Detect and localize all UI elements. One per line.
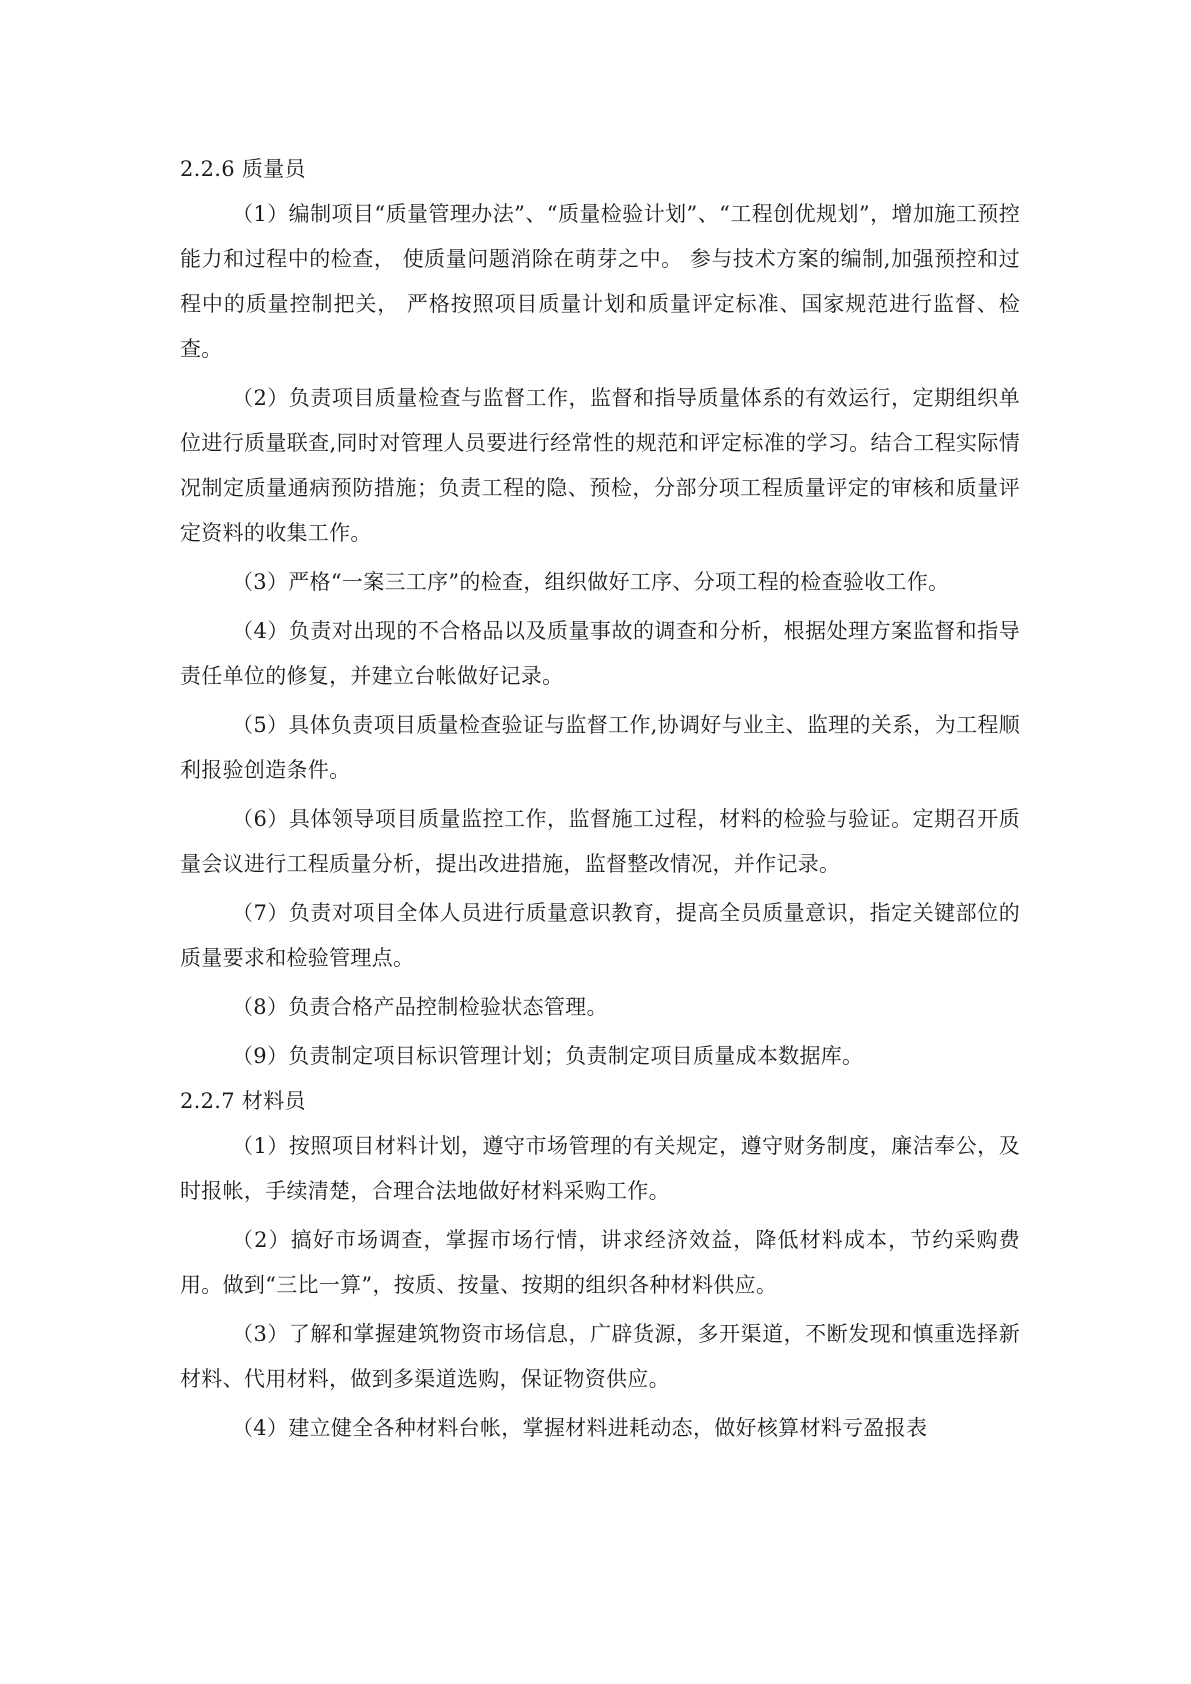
paragraph: （2）搞好市场调查，掌握市场行情，讲求经济效益，降低材料成本，节约采购费用。做到“三比一算”，按质、按量、按期的组织各种材料供应。	[180, 1228, 1020, 1297]
section-heading: 2.2.6 质量员	[180, 157, 306, 181]
section-material-officer	[180, 1079, 1020, 1451]
paragraph: （3）了解和掌握建筑物资市场信息，广辟货源，多开渠道，不断发现和慎重选择新材料、代用材料，做到多渠道选购，保证物资供应。	[180, 1322, 1020, 1391]
paragraph: （7）负责对项目全体人员进行质量意识教育，提高全员质量意识，指定关键部位的质量要求和检验管理点。	[180, 901, 1020, 970]
document-body	[180, 147, 1020, 1451]
paragraph: （4）建立健全各种材料台帐，掌握材料进耗动态，做好核算材料亏盈报表	[232, 1416, 928, 1440]
paragraph: （8）负责合格产品控制检验状态管理。	[232, 995, 608, 1019]
paragraph: （2）负责项目质量检查与监督工作，监督和指导质量体系的有效运行，定期组织单位进行质量联查,同时对管理人员要进行经常性的规范和评定标准的学习。结合工程实际情况制定质量通病预防措施；负责工程的隐、预检，分部分项工程质量评定的审核和质量评定资料的收集工作。	[180, 386, 1020, 545]
paragraph: （4）负责对出现的不合格品以及质量事故的调查和分析，根据处理方案监督和指导责任单位的修复，并建立台帐做好记录。	[180, 619, 1020, 688]
paragraph: （1）按照项目材料计划，遵守市场管理的有关规定，遵守财务制度，廉洁奉公，及时报帐，手续清楚，合理合法地做好材料采购工作。	[180, 1134, 1020, 1203]
paragraph: （6）具体领导项目质量监控工作，监督施工过程，材料的检验与验证。定期召开质量会议进行工程质量分析，提出改进措施，监督整改情况，并作记录。	[180, 807, 1020, 876]
section-quality-inspector	[180, 147, 1020, 1079]
paragraph: （5）具体负责项目质量检查验证与监督工作,协调好与业主、监理的关系，为工程顺利报验创造条件。	[180, 713, 1020, 782]
paragraph: （1）编制项目“质量管理办法”、“质量检验计划”、“工程创优规划”，增加施工预控能力和过程中的检查， 使质量问题消除在萌芽之中。 参与技术方案的编制,加强预控和过程中的质量控制把关， 严格按照项目质量计划和质量评定标准、国家规范进行监督、检查。	[180, 202, 1020, 361]
section-heading: 2.2.7 材料员	[180, 1089, 306, 1113]
paragraph: （9）负责制定项目标识管理计划；负责制定项目质量成本数据库。	[232, 1044, 864, 1068]
paragraph: （3）严格“一案三工序”的检查，组织做好工序、分项工程的检查验收工作。	[232, 570, 950, 594]
